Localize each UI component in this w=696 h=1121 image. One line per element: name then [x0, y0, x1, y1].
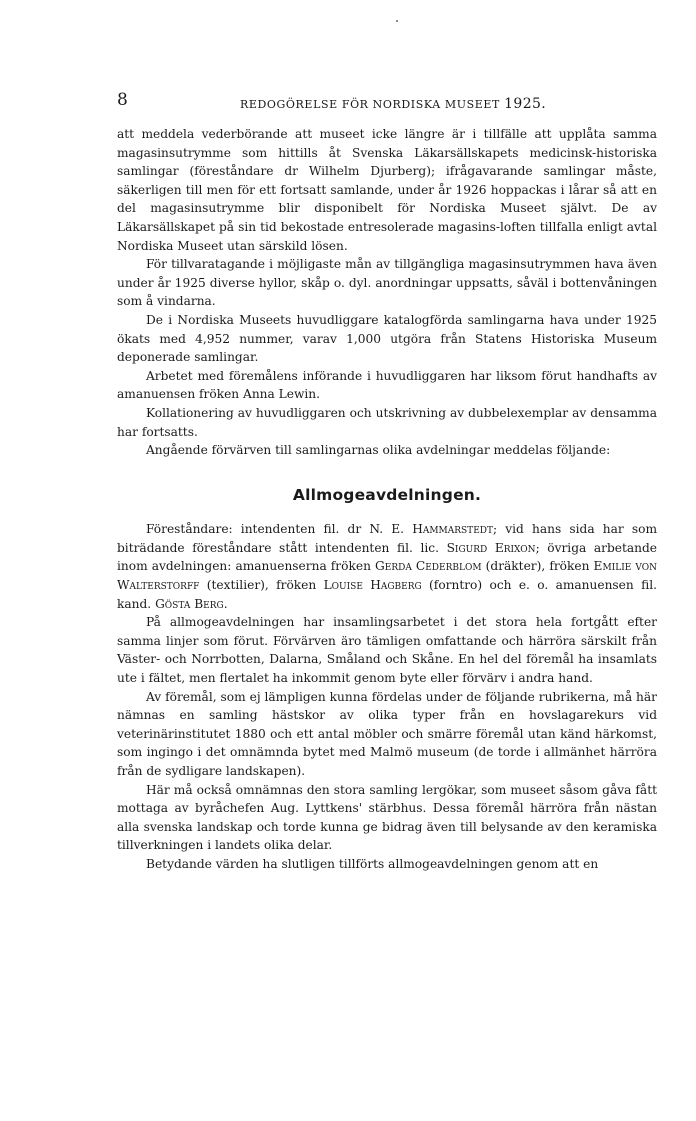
body-text — [117, 125, 657, 874]
paragraph: Kollationering av huvudliggaren och utskrivning av dubbelexemplar av densamma har fortsatts. — [117, 405, 657, 439]
running-title — [240, 96, 546, 112]
paper-speck — [396, 20, 398, 22]
running-title-year: 1925. — [504, 96, 547, 112]
paragraph: Här må också omnämnas den stora samling lergökar, som museet såsom gåva fått mottaga av byråchefen Aug. Lyttkens' stärbhus. Dessa föremål härröra från nästan alla svenska landskap och torde kunna ge bidrag även till belysande av den keramiska tillverkningen i landets olika delar. — [117, 782, 657, 853]
staff-text: (textilier), fröken — [199, 578, 324, 593]
person-name: Louise Hagberg — [323, 578, 422, 593]
staff-text: ; vid hans sida har som biträdande föreståndare stått intendenten fil. lic. — [117, 522, 657, 555]
running-title-text: REDOGÖRELSE FÖR NORDISKA MUSEET — [240, 98, 500, 111]
staff-text: ; övriga arbetande inom avdelningen: amanuenserna fröken — [117, 540, 657, 574]
paragraph: Arbetet med föremålens införande i huvudliggaren har liksom förut handhafts av amanuensen fröken Anna Lewin. — [117, 368, 657, 402]
section-heading: Allmogeavdelningen. — [292, 485, 482, 504]
person-name: Gerda Cederblom — [375, 559, 482, 574]
staff-text: (dräkter), fröken — [481, 559, 594, 574]
paragraph: Angående förvärven till samlingarnas olika avdelningar meddelas följande: — [146, 443, 611, 458]
staff-text: (forntro) och e. o. amanuensen fil. kand. — [117, 578, 657, 611]
staff-text: Föreståndare: intendenten fil. dr N. E. — [146, 522, 413, 537]
person-name: Emilie von Walterstorff — [117, 559, 657, 593]
person-name: Hammarstedt — [412, 522, 493, 537]
staff-text: . — [223, 596, 228, 611]
page-number: 8 — [117, 90, 128, 110]
document-page — [117, 90, 657, 874]
person-name: Gösta Berg — [155, 596, 224, 611]
page-header — [117, 90, 657, 114]
paragraph: De i Nordiska Museets huvudliggare katalogförda samlingarna hava under 1925 ökats med 4,952 nummer, varav 1,000 utgöra från Statens Historiska Museum deponerade samlingar. — [117, 312, 657, 365]
paragraph: På allmogeavdelningen har insamlingsarbetet i det stora hela fortgått efter samma linjer som förut. Förvärven äro tämligen omfattande och härröra särskilt från Väster- och Norrbotten, Dalarna, Småland och Skåne. En hel del föremål ha insamlats ute i fältet, men flertalet ha inkommit genom byte eller förvärv i andra hand. — [117, 615, 657, 686]
paragraph: att meddela vederbörande att museet icke längre är i tillfälle att upplåta samma magasinsutrymme som hittills åt Svenska Läkarsällskapets medicinsk-historiska samlingar (föreståndare dr Wilhelm Djurberg); ifrågavarande samlingar måste, säkerligen till men för ett fortsatt samlande, under år 1926 hoppackas i lårar så att en del magasinsutrymme blir disponibelt för Nordiska Museet självt. De av Läkarsällskapet på sin tid bekostade entresolerade magasins-loften tillfalla enligt avtal Nordiska Museet utan särskild lösen. — [117, 127, 657, 253]
paragraph: För tillvaratagande i möjligaste mån av tillgängliga magasinsutrymmen hava även under år 1925 diverse hyllor, skåp o. dyl. anordningar uppsatts, såväl i bottenvåningen som å vindarna. — [117, 257, 657, 309]
staff-paragraph — [117, 520, 657, 613]
paragraph: Betydande värden ha slutligen tillförts allmogeavdelningen genom att en — [146, 856, 599, 871]
person-name: Sigurd Erixon — [446, 540, 536, 555]
paragraph: Av föremål, som ej lämpligen kunna fördelas under de följande rubrikerna, må här nämnas en samling hästskor av olika typer från en hovslagarekurs vid veterinärinstitutet 1880 och ett antal möbler och smärre föremål utan känd härkomst, som ingingo i det omnämnda bytet med Malmö museum (de torde i allmänhet härröra från de sydligare landskapen). — [117, 689, 657, 778]
